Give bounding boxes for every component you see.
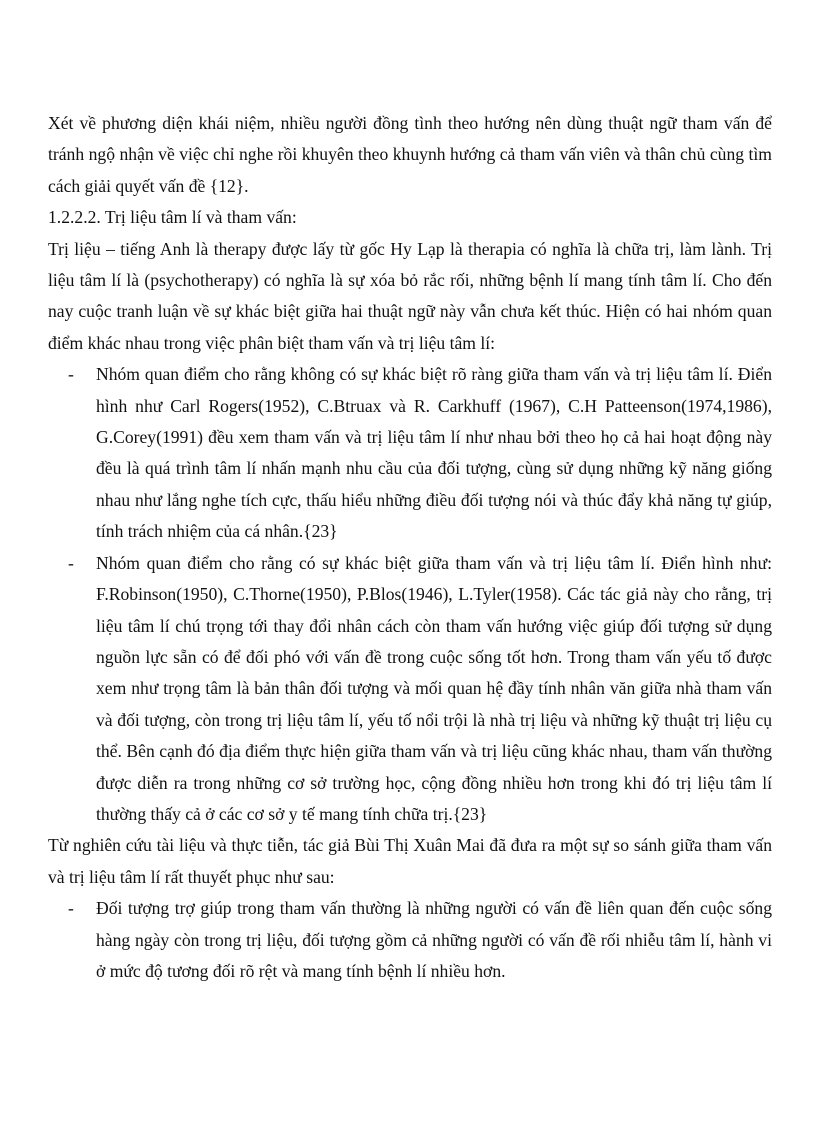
list-item	[48, 548, 772, 831]
list-item	[48, 359, 772, 547]
list-item	[48, 893, 772, 987]
intro-paragraph: Xét về phương diện khái niệm, nhiều người đồng tình theo hướng nên dùng thuật ngữ tham vấn để tránh ngộ nhận về việc chỉ nghe rồi khuyên theo khuynh hướng cả tham vấn viên và thân chủ cùng tìm cách giải quyết vấn đề {12}.	[48, 113, 772, 196]
bullet-dash: -	[68, 898, 74, 919]
viewpoint-text: Nhóm quan điểm cho rằng có sự khác biệt giữa tham vấn và trị liệu tâm lí. Điển hình như: F.Robinson(1950), C.Thorne(1950), P.Blos(1946), L.Tyler(1958). Các tác giả này cho rằng, trị liệu tâm lí chú trọng tới thay đổi nhân cách còn tham vấn hướng việc giúp đối tượng sử dụng nguồn lực sẵn có để đối phó với vấn đề trong cuộc sống tốt hơn. Trong tham vấn yếu tố được xem như trọng tâm là bản thân đối tượng và mối quan hệ đầy tính nhân văn giữa nhà tham vấn và đối tượng, còn trong trị liệu tâm lí, yếu tố nổi trội là nhà trị liệu và những kỹ thuật trị liệu cụ thể. Bên cạnh đó địa điểm thực hiện giữa tham vấn và trị liệu cũng khác nhau, tham vấn thường được diễn ra trong những cơ sở trường học, cộng đồng nhiều hơn trong khi đó trị liệu tâm lí thường thấy cả ở các cơ sở y tế mang tính chữa trị.{23}	[96, 552, 772, 824]
viewpoint-text: Nhóm quan điểm cho rằng không có sự khác biệt rõ ràng giữa tham vấn và trị liệu tâm lí. Điển hình như Carl Rogers(1952), C.Btruax và R. Carkhuff (1967), C.H Patteenson(1974,1986), G.Corey(1991) đều xem tham vấn và trị liệu tâm lí như nhau bởi theo họ cả hai hoạt động này đều là quá trình tâm lí nhấn mạnh nhu cầu của đối tượng, cùng sử dụng những kỹ năng giống nhau như lắng nghe tích cực, thấu hiểu những điều đối tượng nói và thúc đẩy khả năng tự giúp, tính trách nhiệm của cá nhân.{23}	[96, 364, 772, 542]
bullet-dash: -	[68, 364, 74, 385]
bullet-dash: -	[68, 552, 74, 573]
comparison-list	[48, 893, 772, 987]
comparison-point-text: Đối tượng trợ giúp trong tham vấn thường là những người có vấn đề liên quan đến cuộc sống hàng ngày còn trong trị liệu, đối tượng gồm cả những người có vấn đề rối nhiễu tâm lí, hành vi ở mức độ tương đối rõ rệt và mang tính bệnh lí nhiều hơn.	[96, 898, 772, 981]
section-heading: 1.2.2.2. Trị liệu tâm lí và tham vấn:	[48, 207, 297, 228]
viewpoints-list	[48, 359, 772, 830]
document-page	[48, 108, 772, 987]
comparison-intro: Từ nghiên cứu tài liệu và thực tiễn, tác giả Bùi Thị Xuân Mai đã đưa ra một sự so sánh giữa tham vấn và trị liệu tâm lí rất thuyết phục như sau:	[48, 835, 772, 887]
section-paragraph: Trị liệu – tiếng Anh là therapy được lấy từ gốc Hy Lạp là therapia có nghĩa là chữa trị, làm lành. Trị liệu tâm lí là (psychotherapy) có nghĩa là sự xóa bỏ rắc rối, những bệnh lí mang tính tâm lí. Cho đến nay cuộc tranh luận về sự khác biệt giữa hai thuật ngữ này vẫn chưa kết thúc. Hiện có hai nhóm quan điểm khác nhau trong việc phân biệt tham vấn và trị liệu tâm lí:	[48, 238, 772, 353]
